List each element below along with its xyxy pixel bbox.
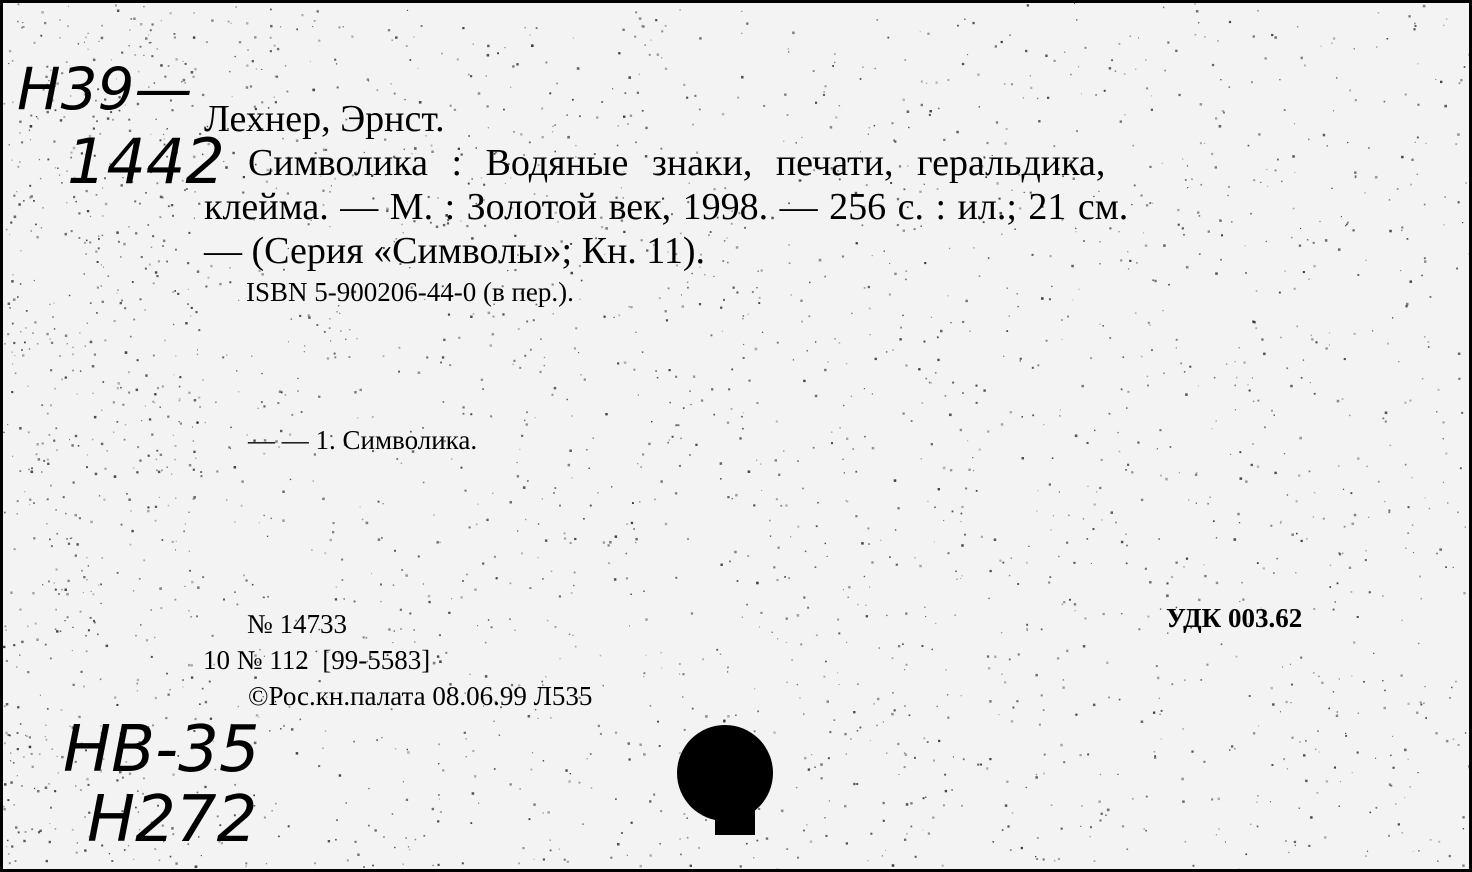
- title-line-2: клейма. — М. : Золотой век, 1998. — 256 с. : ил.; 21 см.: [204, 186, 1129, 228]
- handwritten-inventory-line1: НВ-35: [63, 713, 260, 787]
- punch-hole: [3, 3, 1472, 872]
- isbn: ISBN 5-900206-44-0 (в пер.).: [246, 277, 574, 307]
- udc-code: УДК 003.62: [1166, 603, 1303, 633]
- title-line-1: Символика : Водяные знаки, печати, геральдика,: [248, 142, 1106, 184]
- record-number: № 14733: [247, 609, 348, 639]
- author-heading: Лехнер, Эрнст.: [204, 98, 445, 140]
- handwritten-shelf-mark-line1: Н39—: [17, 55, 193, 123]
- handwritten-inventory-line2: Н272: [87, 783, 258, 857]
- handwritten-shelf-mark-line2: 1442: [67, 125, 225, 198]
- title-line-3: — (Серия «Символы»; Кн. 11).: [204, 230, 706, 272]
- copyright-line: ©Рос.кн.палата 08.06.99 Л535: [248, 681, 593, 711]
- print-run-info: 10 № 112 [99-5583]: [203, 645, 431, 675]
- subject-tracing: — — 1. Символика.: [248, 425, 478, 455]
